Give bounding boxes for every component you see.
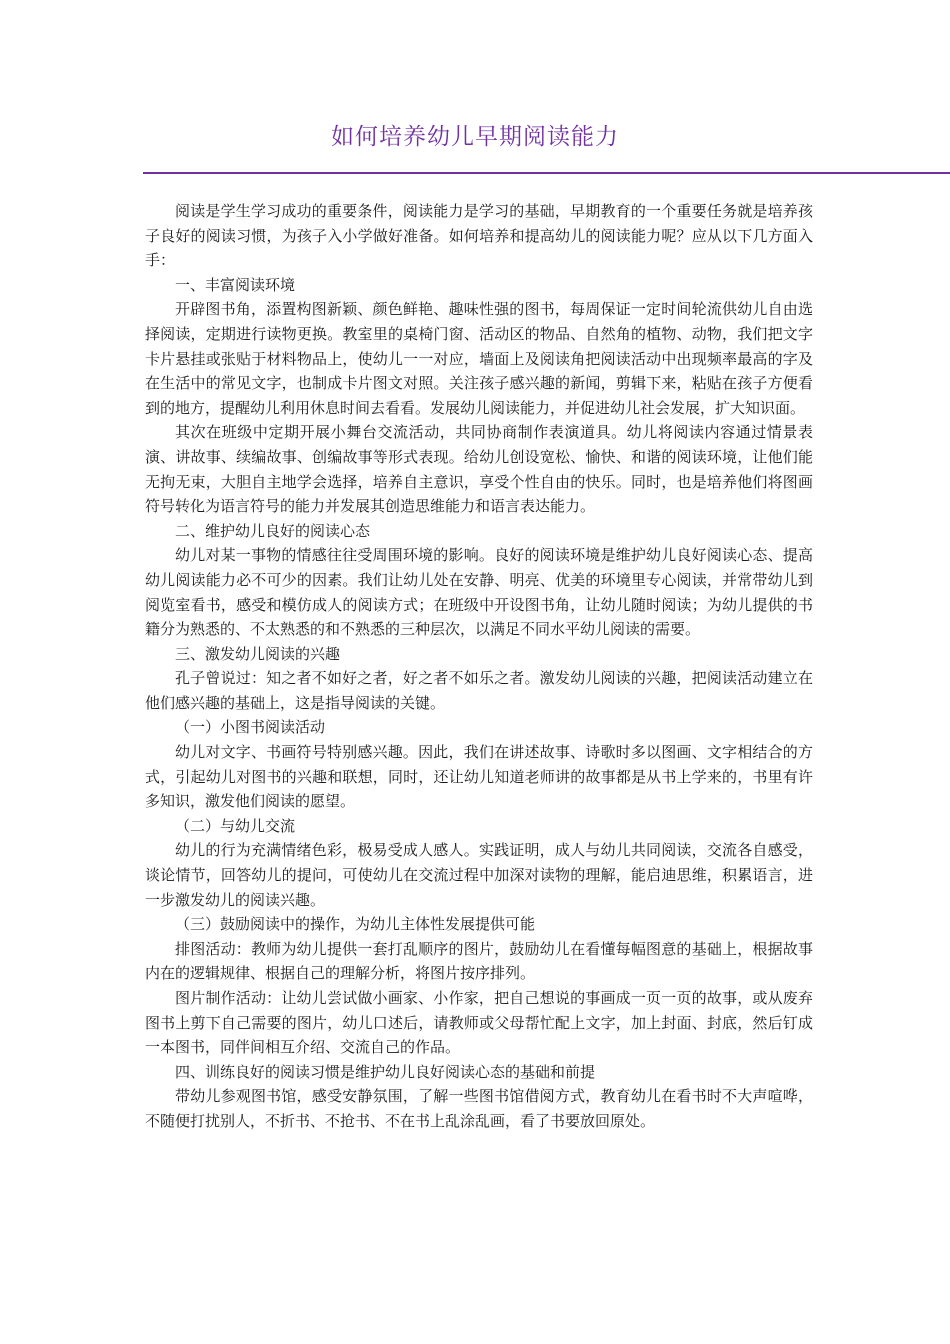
paragraph: 阅读是学生学习成功的重要条件，阅读能力是学习的基础，早期教育的一个重要任务就是培养孩子良好的阅读习惯，为孩子入小学做好准备。如何培养和提高幼儿的阅读能力呢？应从以下几方面入手： (145, 202, 813, 270)
paragraph: 带幼儿参观图书馆，感受安静氛围，了解一些图书馆借阅方式，教育幼儿在看书时不大声喧哗，不随便打扰别人，不折书、不抢书、不在书上乱涂乱画，看了书要放回原处。 (145, 1087, 813, 1130)
paragraph: 开辟图书角，添置构图新颖、颜色鲜艳、趣味性强的图书，每周保证一定时间轮流供幼儿自由选择阅读，定期进行读物更换。教室里的桌椅门窗、活动区的物品、自然角的植物、动物，我们把文字卡片悬挂或张贴于材料物品上，使幼儿一一对应，墙面上及阅读角把阅读活动中出现频率最高的字及在生活中的常见文字，也制成卡片图文对照。关注孩子感兴趣的新闻，剪辑下来，粘贴在孩子方便看到的地方，提醒幼儿利用休息时间去看看。发展幼儿阅读能力，并促进幼儿社会发展，扩大知识面。 (145, 300, 813, 417)
subsection-heading: （三）鼓励阅读中的操作，为幼儿主体性发展提供可能 (175, 915, 536, 934)
document-body (145, 199, 813, 1134)
paragraph: 排图活动：教师为幼儿提供一套打乱顺序的图片，鼓励幼儿在看懂每幅图意的基础上，根据故事内在的逻辑规律、根据自己的理解分析，将图片按序排列。 (145, 939, 813, 983)
paragraph: 幼儿的行为充满情绪色彩，极易受成人感人。实践证明，成人与幼儿共同阅读，交流各自感受，谈论情节，回答幼儿的提问，可使幼儿在交流过程中加深对读物的理解，能启迪思维，积累语言，进一步激发幼儿的阅读兴趣。 (145, 841, 813, 909)
paragraph: 幼儿对某一事物的情感往往受周围环境的影响。良好的阅读环境是维护幼儿良好阅读心态、提高幼儿阅读能力必不可少的因素。我们让幼儿处在安静、明亮、优美的环境里专心阅读，并常带幼儿到阅览室看书，感受和模仿成人的阅读方式；在班级中开设图书角，让幼儿随时阅读；为幼儿提供的书籍分为熟悉的、不太熟悉的和不熟悉的三种层次，以满足不同水平幼儿阅读的需要。 (145, 546, 813, 639)
section-heading: 三、激发幼儿阅读的兴趣 (175, 644, 341, 663)
subsection-heading: （一）小图书阅读活动 (175, 718, 326, 737)
document-title: 如何培养幼儿早期阅读能力 (331, 124, 619, 150)
paragraph: 幼儿对文字、书画符号特别感兴趣。因此，我们在讲述故事、诗歌时多以图画、文字相结合的方式，引起幼儿对图书的兴趣和联想，同时，还让幼儿知道老师讲的故事都是从书上学来的，书里有许多知识，激发他们阅读的愿望。 (145, 743, 813, 811)
title-underline (143, 172, 950, 174)
subsection-heading: （二）与幼儿交流 (175, 816, 296, 835)
paragraph: 孔子曾说过：知之者不如好之者，好之者不如乐之者。激发幼儿阅读的兴趣，把阅读活动建立在他们感兴趣的基础上，这是指导阅读的关键。 (145, 669, 813, 712)
paragraph: 其次在班级中定期开展小舞台交流活动，共同协商制作表演道具。幼儿将阅读内容通过情景表演、讲故事、续编故事、创编故事等形式表现。给幼儿创设宽松、愉快、和谐的阅读环境，让他们能无拘无束，大胆自主地学会选择，培养自主意识，享受个性自由的快乐。同时，也是培养他们将图画符号转化为语言符号的能力并发展其创造思维能力和语言表达能力。 (145, 423, 813, 516)
paragraph: 图片制作活动：让幼儿尝试做小画家、小作家，把自己想说的事画成一页一页的故事，或从废弃图书上剪下自己需要的图片，幼儿口述后，请教师或父母帮忙配上文字，加上封面、封底，然后钉成一本图书，同伴间相互介绍、交流自己的作品。 (145, 989, 813, 1057)
section-heading: 四、训练良好的阅读习惯是维护幼儿良好阅读心态的基础和前提 (175, 1062, 596, 1081)
section-heading: 二、维护幼儿良好的阅读心态 (175, 521, 371, 540)
section-heading: 一、丰富阅读环境 (175, 275, 296, 294)
